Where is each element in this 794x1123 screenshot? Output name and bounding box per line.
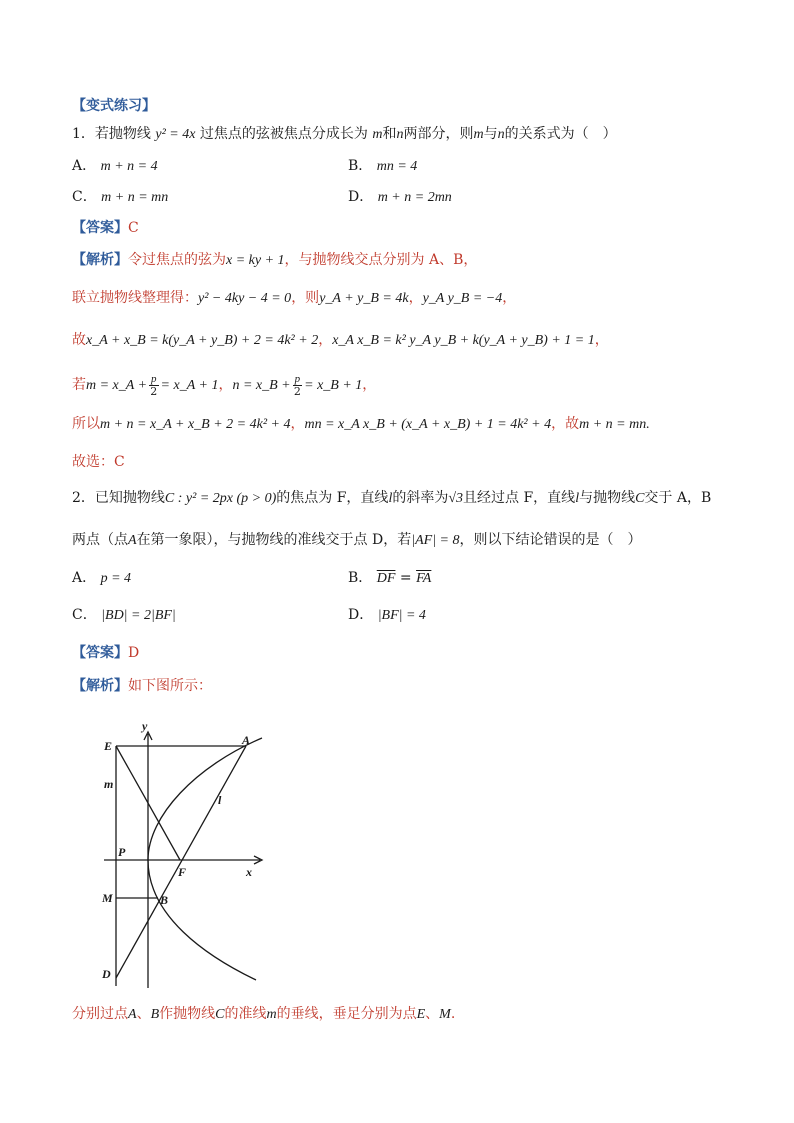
- q2-option-b: [348, 568, 431, 589]
- q2-option-a-label: A．: [72, 570, 97, 586]
- q1-analysis-line1: [72, 250, 477, 271]
- q1-line2-mid: ，则: [291, 290, 320, 306]
- q2-slope: √3: [448, 491, 464, 506]
- q2-stem-line2-eq: |AF| = 8: [411, 533, 460, 548]
- q1-analysis-1-eq: x = ky + 1: [226, 253, 285, 268]
- label-b: B: [160, 893, 169, 907]
- label-y: y: [142, 719, 148, 733]
- q2-last-sep2: 、: [425, 1006, 440, 1022]
- q1-line4-eq-d: = x_B + 1: [304, 378, 363, 393]
- q2-option-d-label: D．: [348, 607, 374, 623]
- q2-last-c: 的准线: [224, 1006, 267, 1022]
- q2-last-B: B: [150, 1007, 160, 1022]
- q1-line2-sep: ，: [408, 290, 423, 306]
- q1-and: 和: [382, 126, 397, 142]
- label-a: A: [242, 733, 251, 747]
- q1-m2: m: [473, 127, 484, 142]
- q1-line4-frac-2-den: 2: [293, 384, 301, 398]
- q1-line4-frac-1-num: p: [151, 372, 157, 385]
- q2-l2: l: [575, 491, 580, 506]
- q2-option-d-text: |BF| = 4: [377, 608, 426, 623]
- q2-option-c-text: |BD| = 2|BF|: [101, 608, 176, 623]
- q2-stem-eq: C : y² = 2px (p > 0): [164, 491, 277, 506]
- q2-option-b-label: B．: [348, 570, 373, 586]
- q1-line3-end: ，: [594, 332, 609, 348]
- q2-stem-mid3: 且经过点 F，直线: [463, 490, 576, 506]
- q1-analysis-line5: [72, 414, 650, 435]
- q2-last-end: .: [450, 1006, 456, 1022]
- q2-last-sep: 、: [136, 1006, 151, 1022]
- q1-n2: n: [497, 127, 505, 142]
- q1-line4-frac-1-den: 2: [150, 384, 158, 398]
- q1-line4-frac-2-num: p: [294, 372, 301, 385]
- q2-l: l: [388, 491, 393, 506]
- q2-last-A: A: [128, 1007, 137, 1022]
- q1-stem-eq: y² = 4x: [155, 127, 196, 142]
- q1-n: n: [396, 127, 404, 142]
- q1-line5-sep: ，: [290, 416, 305, 432]
- label-d: D: [102, 967, 111, 981]
- q1-line4-frac-2: [293, 373, 303, 398]
- q2-answer: [72, 643, 139, 663]
- label-x: x: [246, 865, 252, 879]
- q1-line2-end: ，: [502, 290, 517, 306]
- q1-analysis-1-end: ，与抛物线交点分别为 A、B，: [284, 252, 478, 268]
- q1-option-c-text: m + n = mn: [101, 190, 169, 205]
- q2-stem-line2-a: 两点（点: [72, 532, 128, 548]
- q1-analysis-label: 【解析】: [72, 252, 128, 268]
- q2-a: A: [128, 533, 137, 548]
- q1-stem-suffix: 过焦点的弦被焦点分成长为: [199, 126, 368, 142]
- q1-option-b: [348, 156, 417, 177]
- q1-line3-prefix: 故: [72, 332, 86, 348]
- q2-last-E: E: [416, 1007, 426, 1022]
- q1-line5-eq2: mn = x_A x_B + (x_A + x_B) + 1 = 4k² + 4: [304, 417, 552, 432]
- q1-line2-eq3: y_A y_B = −4: [422, 291, 503, 306]
- q1-line5-eq: m + n = x_A + x_B + 2 = 4k² + 4: [100, 417, 291, 432]
- q2-stem-line2: [72, 530, 642, 551]
- q1-stem-prefix: 1．若抛物线: [72, 126, 151, 142]
- q1-option-b-text: mn = 4: [376, 159, 418, 174]
- q1-stem: [72, 124, 617, 145]
- q2-c: C: [635, 491, 645, 506]
- q2-analysis-label: 【解析】: [72, 678, 128, 694]
- q1-option-a-label: A．: [72, 158, 97, 174]
- label-m: m: [104, 777, 114, 791]
- q1-option-a: [72, 156, 158, 177]
- q1-line5-mid: ，故: [551, 416, 580, 432]
- q2-option-c-label: C．: [72, 607, 97, 623]
- q1-line3-sep: ，: [318, 332, 333, 348]
- q2-option-c: [72, 605, 176, 626]
- q2-option-b-vec1: $\overline{DF}$: [376, 571, 396, 586]
- q1-option-c: [72, 187, 168, 208]
- q1-line4-prefix: 若: [72, 377, 86, 393]
- q2-last-d: 的垂线，垂足分别为点: [276, 1006, 417, 1022]
- q1-analysis-line4: [72, 372, 376, 399]
- q2-answer-label: 【答案】: [72, 645, 128, 661]
- q2-stem-mid4: 与抛物线: [579, 490, 636, 506]
- q1-line2-prefix: 联立抛物线整理得：: [72, 290, 198, 306]
- q2-stem-line2-b: 在第一象限），与抛物线的准线交于点 D，若: [136, 532, 412, 548]
- q1-line2-eq2: y_A + y_B = 4k: [319, 291, 409, 306]
- q2-stem-line1: [72, 488, 711, 509]
- q2-last-M: M: [439, 1007, 451, 1022]
- q1-stem-suffix2: 两部分，则: [403, 126, 474, 142]
- q2-last-m: m: [266, 1007, 277, 1022]
- label-p: P: [118, 845, 126, 859]
- q1-conclusion: 故选：C: [72, 454, 125, 470]
- q2-last-b: 作抛物线: [159, 1006, 216, 1022]
- label-mm: M: [102, 891, 113, 905]
- q2-option-a-text: p = 4: [100, 571, 132, 586]
- q2-last-a: 分别过点: [72, 1006, 128, 1022]
- q1-option-c-label: C．: [72, 189, 97, 205]
- q2-answer-value: D: [128, 645, 140, 661]
- q1-line4-eq-c: n = x_B +: [232, 378, 291, 393]
- label-f: F: [178, 865, 187, 879]
- q1-line3-eq: x_A + x_B = k(y_A + y_B) + 2 = 4k² + 2: [86, 333, 319, 348]
- q1-line3-eq2: x_A x_B = k² y_A y_B + k(y_A + y_B) + 1 = 1: [332, 333, 595, 348]
- q1-answer-value: C: [128, 220, 139, 236]
- q1-option-d-label: D．: [348, 189, 374, 205]
- label-e: E: [104, 739, 113, 753]
- q2-stem-end: 交于 A，B: [644, 490, 712, 506]
- q1-m: m: [372, 127, 383, 142]
- q2-stem-prefix: 2．已知抛物线: [72, 490, 165, 506]
- q1-option-b-label: B．: [348, 158, 373, 174]
- q1-option-a-text: m + n = 4: [100, 159, 158, 174]
- label-l: l: [218, 793, 222, 807]
- q2-last-C: C: [215, 1007, 225, 1022]
- q1-line5-prefix: 所以: [72, 416, 100, 432]
- q2-option-b-eq: =: [399, 570, 412, 586]
- q2-analysis-text: 如下图所示：: [128, 678, 212, 694]
- q2-stem-mid: 的焦点为 F，直线: [276, 490, 389, 506]
- q1-line4-sep: ，: [218, 377, 233, 393]
- q1-answer: [72, 218, 139, 238]
- q1-stem-end: 的关系式为（ ）: [504, 126, 617, 142]
- q1-with: 与: [483, 126, 498, 142]
- q1-line4-end: ，: [362, 377, 377, 393]
- q1-option-d-text: m + n = 2mn: [377, 190, 452, 205]
- q1-line5-eq3: m + n = mn.: [579, 417, 650, 432]
- q1-analysis-line2: [72, 288, 516, 309]
- q1-analysis-1: 令过焦点的弦为: [128, 252, 226, 268]
- parabola-curve: [148, 738, 262, 980]
- q2-analysis: [72, 676, 212, 696]
- q1-line4-frac-1: [149, 373, 159, 398]
- q1-line4-eq-b: = x_A + 1: [160, 378, 219, 393]
- q2-option-b-vec2: $\overline{FA}$: [416, 571, 432, 586]
- q2-stem-mid2: 的斜率为: [392, 490, 449, 506]
- parabola-figure: [96, 716, 276, 991]
- q1-line2-eq: y² − 4ky − 4 = 0: [198, 291, 292, 306]
- q2-option-a: [72, 568, 131, 589]
- q2-option-d: [348, 605, 426, 626]
- q2-last-line: [72, 1004, 455, 1025]
- q1-analysis-line3: [72, 330, 609, 351]
- q1-answer-label: 【答案】: [72, 220, 128, 236]
- q1-option-d: [348, 187, 452, 208]
- q1-line4-eq-a: m = x_A +: [86, 378, 148, 393]
- section-title: 【变式练习】: [72, 98, 156, 114]
- q2-stem-line2-end: ，则以下结论错误的是（ ）: [459, 532, 642, 548]
